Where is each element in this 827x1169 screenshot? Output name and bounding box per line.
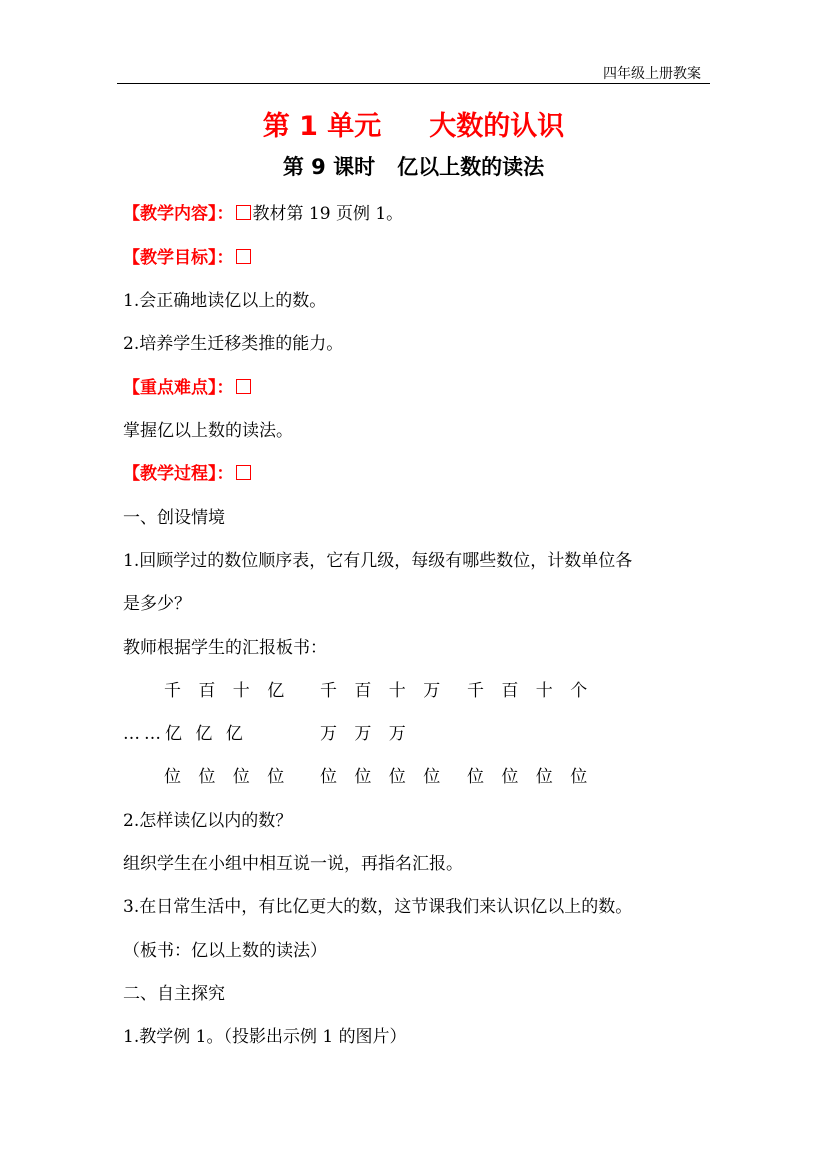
header-divider xyxy=(117,83,710,84)
board-cell: ……亿 亿 亿 xyxy=(123,724,247,744)
part-heading: 二、自主探究 xyxy=(123,984,225,1004)
board-cell: 千 百 十 个 xyxy=(467,681,594,701)
board-intro: 教师根据学生的汇报板书： xyxy=(123,638,327,658)
board-cell: 位 位 位 位 xyxy=(467,767,594,787)
placeholder-box-icon xyxy=(236,249,251,264)
example-1: 1.教学例 1。（投影出示例 1 的图片） xyxy=(123,1027,407,1047)
part-heading: 一、创设情境 xyxy=(123,508,225,528)
board-cell: 位 位 位 位 xyxy=(164,767,291,787)
page-header: 四年级上册教案 xyxy=(603,66,701,82)
goals-section xyxy=(123,243,253,268)
unit-title xyxy=(0,104,827,143)
lesson-title xyxy=(0,151,827,181)
board-cell: 千 百 十 万 xyxy=(320,681,447,701)
goal-item: 1.会正确地读亿以上的数。 xyxy=(123,291,327,311)
question-1: 1.回顾学过的数位顺序表，它有几级，每级有哪些数位，计数单位各 xyxy=(123,551,633,571)
lesson-name: 亿以上数的读法 xyxy=(397,155,545,179)
lesson-number: 第 9 课时 xyxy=(282,155,376,179)
goals-label: 【教学目标】： xyxy=(123,248,234,268)
key-text: 掌握亿以上数的读法。 xyxy=(123,421,293,441)
board-cell: 千 百 十 亿 xyxy=(164,681,291,701)
process-label: 【教学过程】： xyxy=(123,464,234,484)
key-section xyxy=(123,373,253,398)
question-1-cont: 是多少？ xyxy=(123,594,191,614)
key-label: 【重点难点】： xyxy=(123,378,234,398)
placeholder-box-icon xyxy=(236,465,251,480)
content-section xyxy=(123,199,403,224)
board-note: （板书：亿以上数的读法） xyxy=(123,941,327,961)
question-2: 2.怎样读亿以内的数？ xyxy=(123,811,293,831)
placeholder-box-icon xyxy=(236,205,251,220)
placeholder-box-icon xyxy=(236,379,251,394)
goal-item: 2.培养学生迁移类推的能力。 xyxy=(123,334,344,354)
content-label: 【教学内容】： xyxy=(123,204,234,224)
question-3: 3.在日常生活中，有比亿更大的数，这节课我们来认识亿以上的数。 xyxy=(123,897,633,917)
process-section xyxy=(123,459,253,484)
board-cell: 万 万 万 xyxy=(320,724,412,744)
question-2-detail: 组织学生在小组中相互说一说，再指名汇报。 xyxy=(123,854,463,874)
content-text: 教材第 19 页例 1。 xyxy=(252,204,404,224)
unit-number: 第 1 单元 xyxy=(262,111,382,142)
board-cell: 位 位 位 位 xyxy=(320,767,447,787)
unit-name: 大数的认识 xyxy=(429,111,565,142)
